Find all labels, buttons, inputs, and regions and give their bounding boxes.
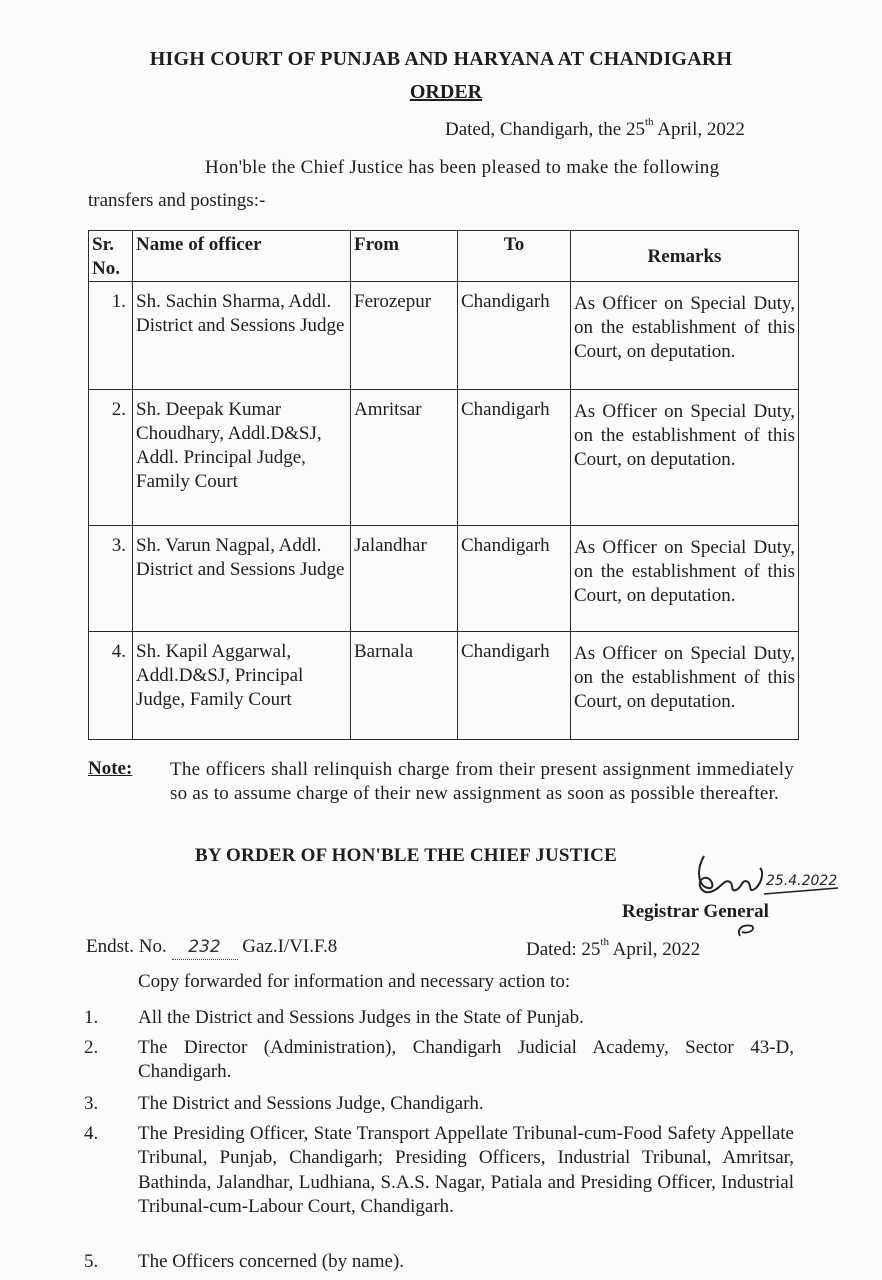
cell-from: Amritsar [351, 389, 458, 525]
table-header-row [89, 231, 799, 282]
copy-item-text: The District and Sessions Judge, Chandigarh. [138, 1093, 484, 1114]
copy-item-text: The Director (Administration), Chandigarh Judicial Academy, Sector 43-D, Chandigarh. [138, 1037, 794, 1083]
note-label: Note: [88, 758, 133, 779]
intro-line-2: transfers and postings:- [88, 190, 266, 211]
table-row [89, 631, 799, 739]
registrar-title: Registrar General [622, 901, 769, 922]
endorsement-number [86, 935, 337, 960]
cell-from: Ferozepur [351, 281, 458, 389]
header-name-of-officer: Name of officer [133, 231, 351, 282]
cell-from: Barnala [351, 631, 458, 739]
table-row [89, 281, 799, 389]
court-heading: HIGH COURT OF PUNJAB AND HARYANA AT CHANDIGARH [149, 48, 733, 70]
cell-remarks: As Officer on Special Duty, on the establishment of this Court, on deputation. [571, 281, 799, 389]
header-remarks: Remarks [571, 231, 799, 282]
table-row [89, 389, 799, 525]
intro-line-1: Hon'ble the Chief Justice has been pleased to make the following [205, 157, 720, 178]
endorsement-file: Gaz.I/VI.F.8 [242, 936, 338, 957]
cell-officer-name: Sh. Varun Nagpal, Addl. District and Sessions Judge [133, 525, 351, 631]
cell-to: Chandigarh [458, 525, 571, 631]
copy-item-text: The Officers concerned (by name). [138, 1251, 405, 1272]
copy-item-text: The Presiding Officer, State Transport Appellate Tribunal-cum-Food Safety Appellate Tribunal, Punjab, Chandigarh; Presiding Officers, Industrial Tribunal, Amritsar, Bathinda, Jalandhar, Ludhiana, S.A.S. Nagar, Patiala and Presiding Officer, Industrial Tribunal-cum-Labour Court, Chandigarh. [138, 1123, 794, 1217]
copy-item-number: 5. [84, 1251, 99, 1272]
cell-sr: 1. [89, 281, 133, 389]
header-from: From [351, 231, 458, 282]
cell-to: Chandigarh [458, 389, 571, 525]
cell-sr: 4. [89, 631, 133, 739]
header-sr-no: Sr. No. [89, 231, 133, 282]
signature-icon [690, 848, 850, 938]
cell-sr: 2. [89, 389, 133, 525]
order-date-sup: th [644, 115, 654, 128]
copy-item-number: 3. [84, 1093, 99, 1114]
endorsement-date-sup: th [600, 935, 609, 948]
copy-item-number: 1. [84, 1007, 99, 1028]
note-text: The officers shall relinquish charge from their present assignment immediately so as to assume charge of their new assignment as soon as possible thereafter. [170, 759, 794, 805]
signature-date: 25.4.2022 [766, 873, 838, 889]
order-date [445, 115, 745, 142]
cell-officer-name: Sh. Kapil Aggarwal, Addl.D&SJ, Principal Judge, Family Court [133, 631, 351, 739]
endorsement-prefix: Endst. No. [86, 936, 167, 957]
postings-table [88, 230, 799, 740]
cell-officer-name: Sh. Sachin Sharma, Addl. District and Sessions Judge [133, 281, 351, 389]
cell-sr: 3. [89, 525, 133, 631]
table-row [89, 525, 799, 631]
copy-item-number: 4. [84, 1123, 99, 1144]
cell-remarks: As Officer on Special Duty, on the establishment of this Court, on deputation. [571, 389, 799, 525]
endorsement-handwritten-number: 232 [172, 937, 238, 960]
cell-officer-name: Sh. Deepak Kumar Choudhary, Addl.D&SJ, Addl. Principal Judge, Family Court [133, 389, 351, 525]
order-date-prefix: Dated, Chandigarh, the 25 [445, 119, 645, 140]
endorsement-date-suffix: April, 2022 [608, 939, 701, 960]
copy-forwarded-line: Copy forwarded for information and necessary action to: [138, 971, 571, 992]
cell-remarks: As Officer on Special Duty, on the establishment of this Court, on deputation. [571, 631, 799, 739]
cell-remarks: As Officer on Special Duty, on the establishment of this Court, on deputation. [571, 525, 799, 631]
endorsement-date [526, 935, 701, 962]
by-order-line: BY ORDER OF HON'BLE THE CHIEF JUSTICE [195, 845, 617, 866]
order-date-suffix: April, 2022 [653, 119, 745, 140]
endorsement-date-prefix: Dated: 25 [526, 939, 601, 960]
header-to: To [458, 231, 571, 282]
copy-item-number: 2. [84, 1037, 99, 1058]
cell-to: Chandigarh [458, 631, 571, 739]
cell-to: Chandigarh [458, 281, 571, 389]
order-title: ORDER [409, 81, 483, 103]
cell-from: Jalandhar [351, 525, 458, 631]
copy-item-text: All the District and Sessions Judges in the State of Punjab. [138, 1007, 584, 1028]
